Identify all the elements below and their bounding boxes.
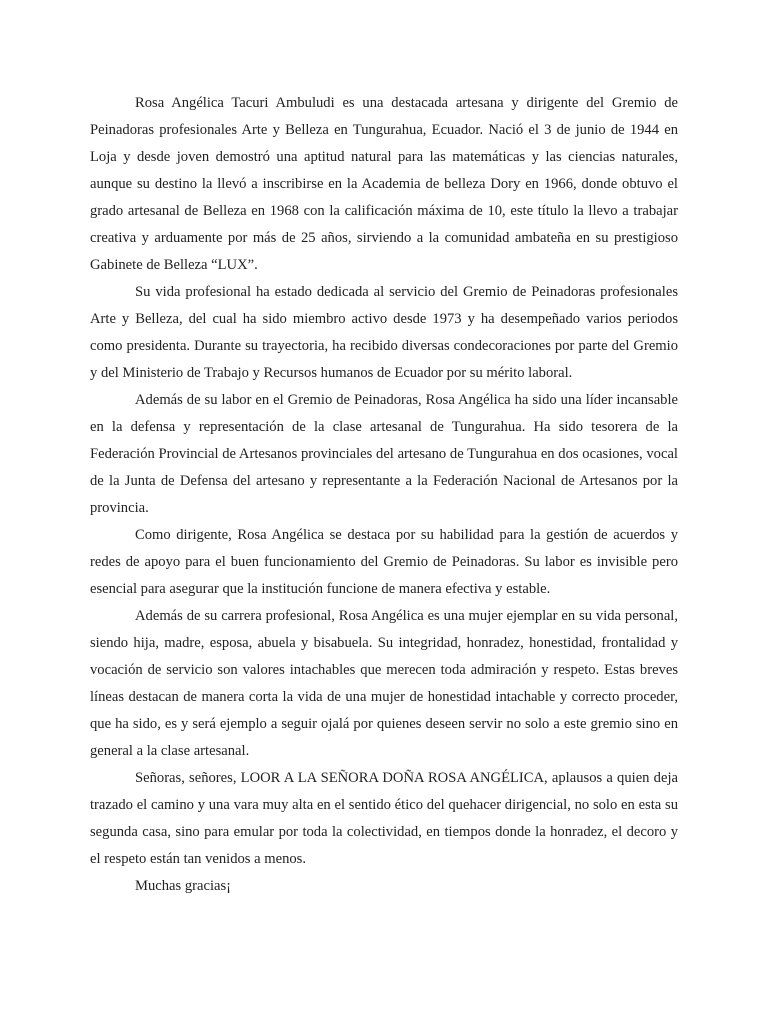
paragraph-artisan-leadership: Además de su labor en el Gremio de Peinadoras, Rosa Angélica ha sido una líder incansable en la defensa y representación de la clase artesanal de Tungurahua. Ha sido tesorera de la Federación Provincial de Artesanos provinciales del artesano de Tungurahua en dos ocasiones, vocal de la Junta de Defensa del artesano y representante a la Federación Nacional de Artesanos por la provincia. (90, 392, 678, 516)
paragraph-leadership-skills: Como dirigente, Rosa Angélica se destaca por su habilidad para la gestión de acuerdos y redes de apoyo para el buen funcionamiento del Gremio de Peinadoras. Su labor es invisible pero esencial para asegurar que la institución funcione de manera efectiva y estable. (90, 527, 678, 597)
paragraph-biography-intro: Rosa Angélica Tacuri Ambuludi es una destacada artesana y dirigente del Gremio de Peinadoras profesionales Arte y Belleza en Tungurahua, Ecuador. Nació el 3 de junio de 1944 en Loja y desde joven demostró una aptitud natural para las matemáticas y las ciencias naturales, aunque su destino la llevó a inscribirse en la Academia de belleza Dory en 1966, donde obtuvo el grado artesanal de Belleza en 1968 con la calificación máxima de 10, este título la llevo a trabajar creativa y arduamente por más de 25 años, sirviendo a la comunidad ambateña en su prestigioso Gabinete de Belleza “LUX”. (90, 95, 678, 273)
paragraph-closing: Muchas gracias¡ (135, 878, 232, 894)
paragraph-professional-life: Su vida profesional ha estado dedicada al servicio del Gremio de Peinadoras profesionales Arte y Belleza, del cual ha sido miembro activo desde 1973 y ha desempeñado varios periodos como presidenta. Durante su trayectoria, ha recibido diversas condecoraciones por parte del Gremio y del Ministerio de Trabajo y Recursos humanos de Ecuador por su mérito laboral. (90, 284, 678, 381)
paragraph-personal-life: Además de su carrera profesional, Rosa Angélica es una mujer ejemplar en su vida personal, siendo hija, madre, esposa, abuela y bisabuela. Su integridad, honradez, honestidad, frontalidad y vocación de servicio son valores intachables que merecen toda admiración y respeto. Estas breves líneas destacan de manera corta la vida de una mujer de honestidad intachable y correcto proceder, que ha sido, es y será ejemplo a seguir ojalá por quienes deseen servir no solo a este gremio sino en general a la clase artesanal. (90, 608, 678, 759)
paragraph-tribute: Señoras, señores, LOOR A LA SEÑORA DOÑA ROSA ANGÉLICA, aplausos a quien deja trazado el camino y una vara muy alta en el sentido ético del quehacer dirigencial, no solo en esta su segunda casa, sino para emular por toda la colectividad, en tiempos donde la honradez, el decoro y el respeto están tan venidos a menos. (90, 770, 678, 867)
